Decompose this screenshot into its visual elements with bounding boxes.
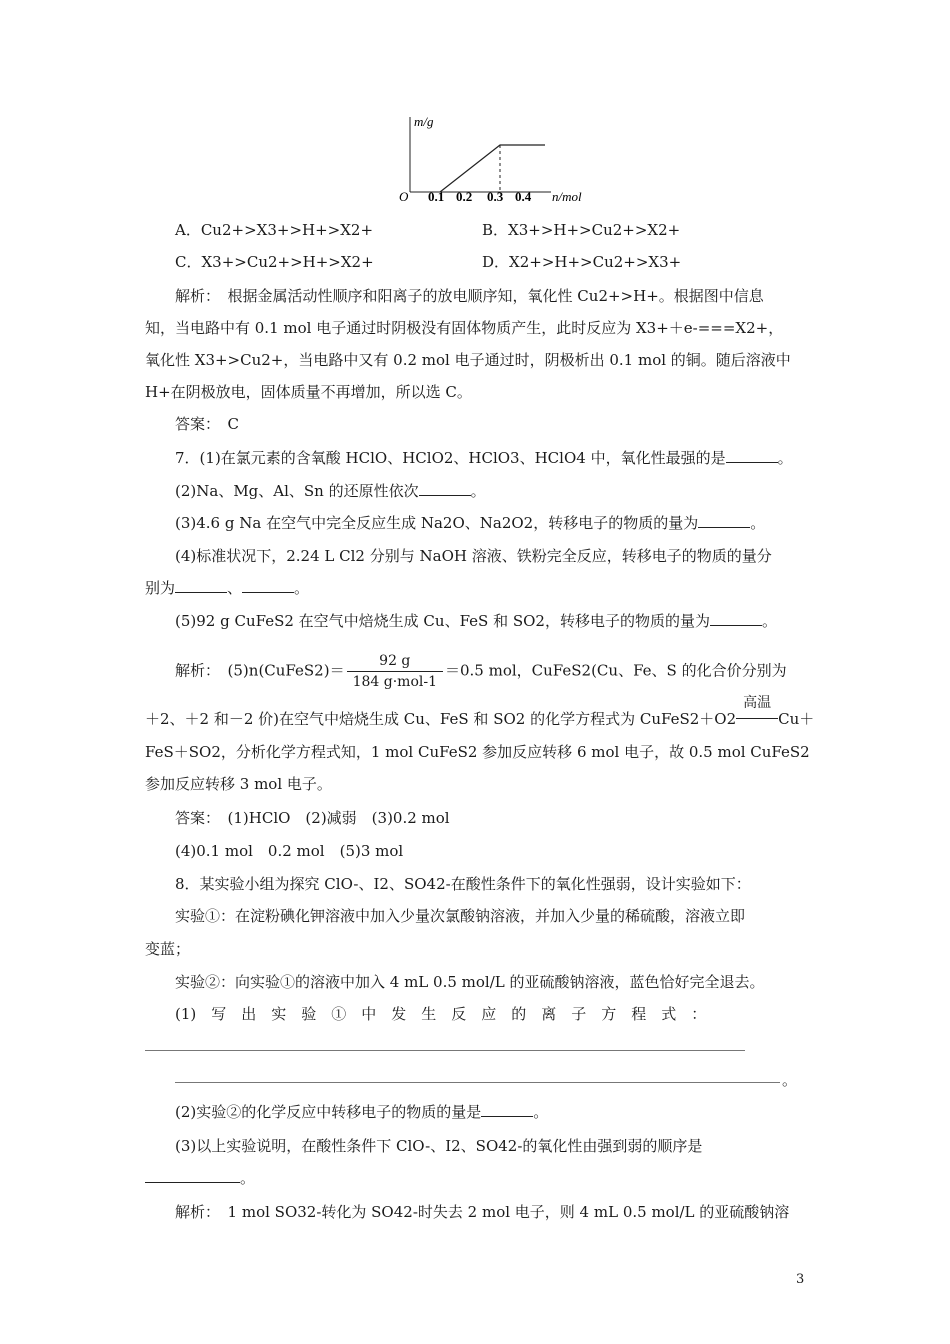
analysis-text: (5)n(CuFeS2)＝ bbox=[227, 661, 345, 680]
reaction-arrow bbox=[736, 695, 778, 729]
q6-analysis-line-1 bbox=[175, 286, 805, 306]
analysis-text: ＋2、＋2 和－2 价)在空气中焙烧生成 Cu、FeS 和 SO2 的化学方程式为 CuFeS2＋O2 bbox=[145, 710, 737, 728]
answer-blank[interactable] bbox=[419, 481, 471, 496]
y-axis-label: m/g bbox=[414, 114, 434, 129]
analysis-label: 解析： bbox=[175, 661, 213, 680]
fraction-denominator: 184 g·mol-1 bbox=[352, 674, 437, 690]
q8-sub3: (3)以上实验说明，在酸性条件下 ClO-、I2、SO42-的氧化性由强到弱的顺序是 bbox=[175, 1137, 703, 1155]
analysis-label: 解析： bbox=[175, 287, 213, 305]
q7-text: (2)Na、Mg、Al、Sn 的还原性依次 bbox=[175, 482, 419, 500]
q7-stem-6: (5)92 g CuFeS2 在空气中焙烧生成 Cu、FeS 和 SO2，转移电子的物质的量为 。 bbox=[175, 612, 777, 630]
q7-text: 7．(1)在氯元素的含氧酸 HClO、HClO2、HClO3、HClO4 中，氧化性最强的是 bbox=[175, 449, 726, 467]
q7-text: (5)92 g CuFeS2 在空气中焙烧生成 Cu、FeS 和 SO2，转移电子的物质的量为 bbox=[175, 612, 710, 630]
q7-stem-4: (4)标准状况下，2.24 L Cl2 分别与 NaOH 溶液、铁粉完全反应，转移电子的物质的量分 bbox=[175, 547, 772, 565]
answer-blank[interactable] bbox=[145, 1168, 240, 1183]
q6-analysis-line-4: H+在阴极放电，固体质量不再增加，所以选 C。 bbox=[145, 383, 472, 401]
tick-label-0.3: 0.3 bbox=[487, 189, 504, 204]
answer-period: 。 bbox=[782, 1071, 798, 1089]
answer-blank[interactable] bbox=[175, 578, 227, 593]
analysis-label: 解析： bbox=[175, 1203, 213, 1221]
answer-blank[interactable] bbox=[726, 448, 778, 463]
q7-stem-3: (3)4.6 g Na 在空气中完全反应生成 Na2O、Na2O2，转移电子的物质的量为 。 bbox=[175, 514, 766, 532]
analysis-text: 根据金属活动性顺序和阳离子的放电顺序知，氧化性 Cu2+>H+。根据图中信息 bbox=[227, 287, 764, 305]
analysis-text: 1 mol SO32-转化为 SO42-时失去 2 mol 电子，则 4 mL 0.5 mol/L 的亚硫酸钠溶 bbox=[227, 1203, 790, 1221]
q7-analysis-line-4: 参加反应转移 3 mol 电子。 bbox=[145, 775, 332, 793]
mass-vs-electrons-chart bbox=[395, 112, 625, 208]
q8-sub2: (2)实验②的化学反应中转移电子的物质的量是 。 bbox=[175, 1103, 549, 1121]
q7-stem-2: (2)Na、Mg、Al、Sn 的还原性依次 。 bbox=[175, 482, 486, 500]
q8-sub3-blank-line: 。 bbox=[145, 1168, 805, 1188]
x-axis-label: n/mol bbox=[552, 189, 582, 204]
analysis-text: ＝0.5 mol，CuFeS2(Cu、Fe、S 的化合价分别为 bbox=[444, 661, 787, 680]
q7-answer-2: (4)0.1 mol 0.2 mol (5)3 mol bbox=[175, 842, 404, 860]
option-d: D．X2+>H+>Cu2+>X3+ bbox=[482, 253, 682, 271]
option-a: A．Cu2+>X3+>H+>X2+ bbox=[175, 221, 374, 239]
option-c: C．X3+>Cu2+>H+>X2+ bbox=[175, 253, 374, 271]
q8-sub1: (1) 写 出 实 验 ① 中 发 生 反 应 的 离 子 方 程 式 ： bbox=[175, 1005, 707, 1023]
q7-analysis-line-3: FeS＋SO2，分析化学方程式知，1 mol CuFeS2 参加反应转移 6 mol 电子，故 0.5 mol CuFeS2 bbox=[145, 743, 810, 761]
q8-exp1-line-2: 变蓝； bbox=[145, 940, 191, 958]
page-number: 3 bbox=[796, 1272, 805, 1287]
q8-exp2: 实验②：向实验①的溶液中加入 4 mL 0.5 mol/L 的亚硫酸钠溶液，蓝色恰好完全退去。 bbox=[175, 973, 765, 991]
answer-blank[interactable] bbox=[710, 611, 762, 626]
molar-fraction bbox=[347, 652, 443, 691]
q6-analysis-line-2: 知，当电路中有 0.1 mol 电子通过时阴极没有固体物质产生，此时反应为 X3+＋e-===X2+， bbox=[145, 319, 784, 337]
q8-text: (2)实验②的化学反应中转移电子的物质的量是 bbox=[175, 1103, 482, 1121]
tick-label-0.1: 0.1 bbox=[428, 189, 445, 204]
tick-label-0.2: 0.2 bbox=[456, 189, 473, 204]
answer-text: (1)HClO (2)减弱 (3)0.2 mol bbox=[227, 809, 450, 827]
q8-stem: 8．某实验小组为探究 ClO-、I2、SO42-在酸性条件下的氧化性强弱，设计实验如下： bbox=[175, 875, 751, 893]
q7-stem-1: 7．(1)在氯元素的含氧酸 HClO、HClO2、HClO3、HClO4 中，氧化性最强的是 。 bbox=[175, 449, 793, 467]
answer-label: 答案： bbox=[175, 809, 213, 827]
q7-answer-1 bbox=[175, 808, 805, 828]
q7-analysis-line-1 bbox=[175, 652, 805, 691]
option-b: B．X3+>H+>Cu2+>X2+ bbox=[482, 221, 681, 239]
answer-label: 答案： bbox=[175, 415, 213, 433]
q8-exp1-line-1: 实验①：在淀粉碘化钾溶液中加入少量次氯酸钠溶液，并加入少量的稀硫酸，溶液立即 bbox=[175, 907, 746, 925]
q7-text: (3)4.6 g Na 在空气中完全反应生成 Na2O、Na2O2，转移电子的物质的量为 bbox=[175, 514, 699, 532]
answer-line-2[interactable] bbox=[175, 1082, 780, 1083]
mass-series-line bbox=[440, 145, 545, 192]
answer-text: C bbox=[227, 415, 240, 433]
tick-label-0.4: 0.4 bbox=[515, 189, 532, 204]
answer-line-1[interactable] bbox=[145, 1050, 745, 1051]
q7-analysis-line-2 bbox=[145, 695, 815, 729]
q7-text: 别为 bbox=[145, 579, 176, 597]
reaction-condition: 高温 bbox=[743, 695, 772, 711]
q6-answer bbox=[175, 414, 805, 434]
origin-label: O bbox=[399, 189, 409, 204]
answer-blank[interactable] bbox=[698, 513, 750, 528]
q6-analysis-line-3: 氧化性 X3+>Cu2+，当电路中又有 0.2 mol 电子通过时，阴极析出 0.1 mol 的铜。随后溶液中 bbox=[145, 351, 791, 369]
answer-blank[interactable] bbox=[242, 578, 294, 593]
fraction-numerator: 92 g bbox=[347, 652, 443, 672]
answer-blank[interactable] bbox=[481, 1102, 533, 1117]
analysis-text: Cu＋ bbox=[778, 710, 815, 728]
q8-analysis bbox=[175, 1202, 805, 1222]
q7-stem-5: 别为 、 。 bbox=[145, 579, 310, 597]
